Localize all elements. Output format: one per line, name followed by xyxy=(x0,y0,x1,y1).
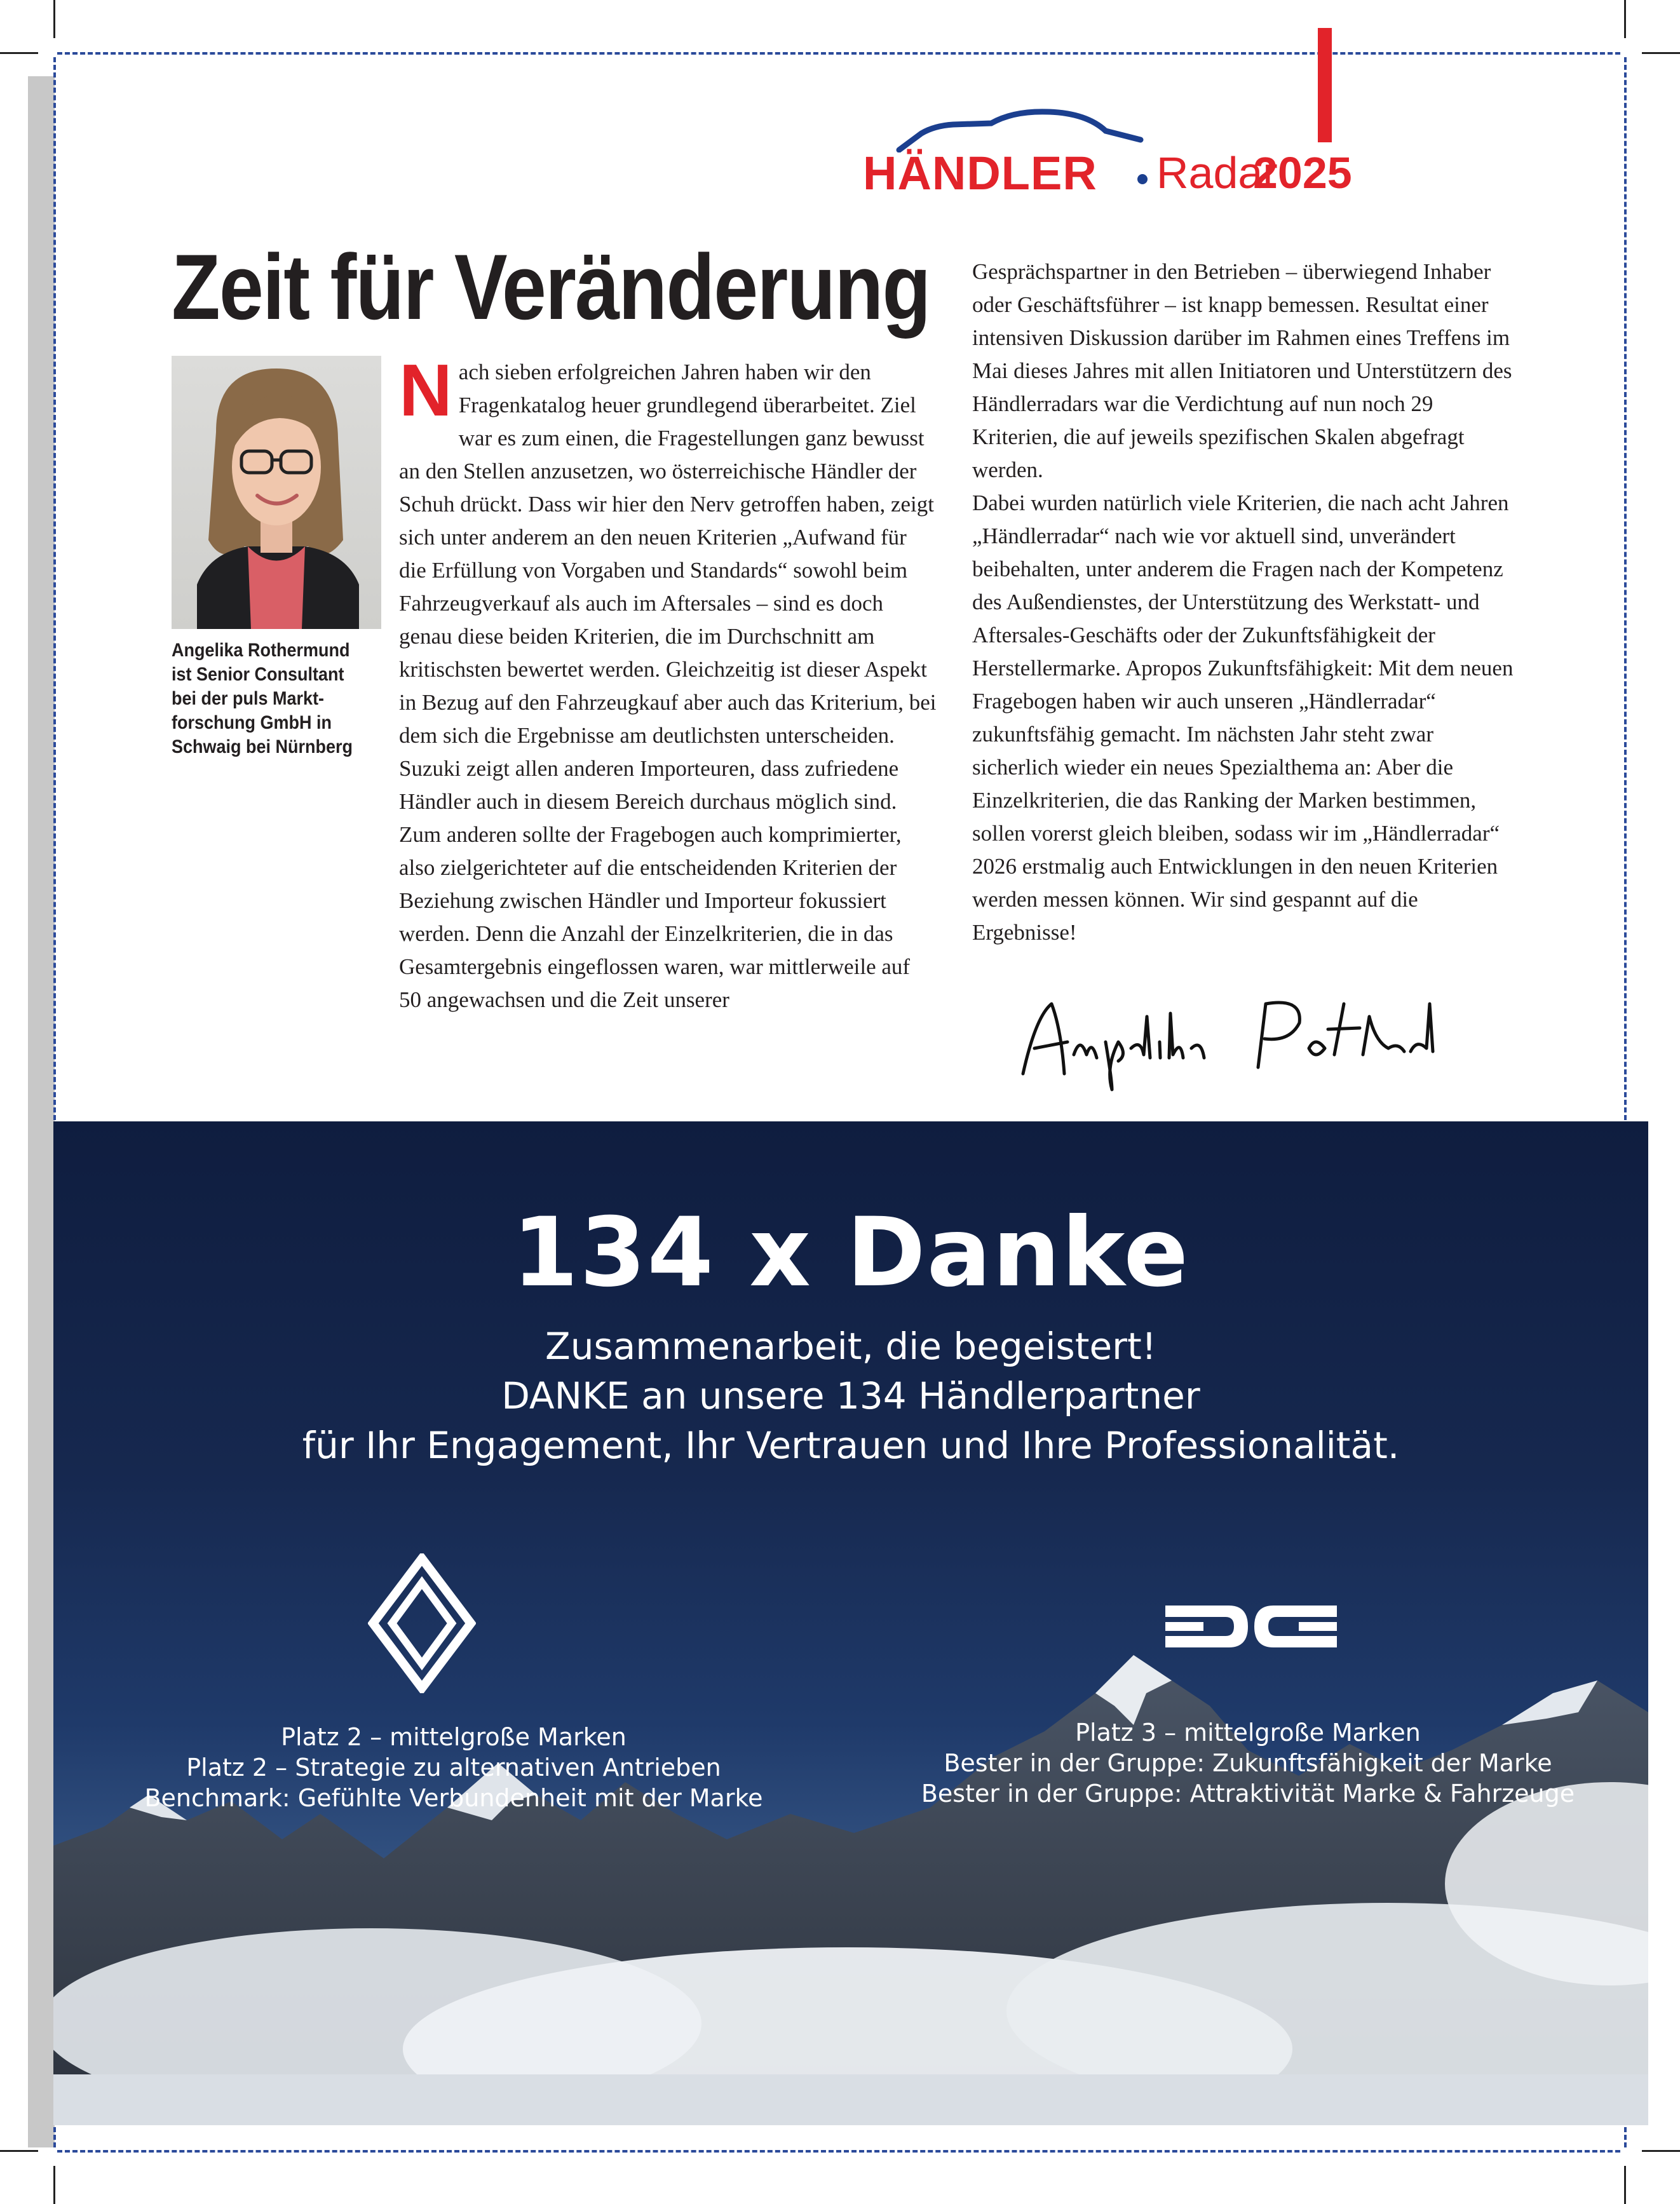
crop-mark xyxy=(1624,0,1626,38)
author-caption xyxy=(172,639,360,759)
article-paragraph xyxy=(399,349,937,818)
article-paragraph: Gesprächspartner in den Betrieben – überwiegend Inhaber oder Geschäftsführer – ist knapp bemessen. Resultat einer intensiven Diskussion darüber im Rahmen eines Treffens im Mai dieses Jahres mit allen Initiatoren und Unterstützern des Händlerradars war die Verdichtung auf nun noch 29 Kriterien, die auf jeweils spezifischen Skalen abgefragt werden. xyxy=(972,259,1512,482)
thanks-banner xyxy=(53,1121,1648,2125)
article-headline: Zeit für Veränderung xyxy=(172,235,930,339)
drop-cap: N xyxy=(399,349,452,431)
renault-diamond-icon xyxy=(368,1553,476,1693)
crop-mark xyxy=(0,2150,38,2152)
caption-line: Angelika Rothermund xyxy=(172,640,350,661)
dacia-award-line: Platz 3 – mittelgroße Marken xyxy=(1075,1719,1421,1747)
logo-suffix: Radar xyxy=(1156,148,1278,198)
renault-award-line: Platz 2 – Strategie zu alternativen Antrieben xyxy=(186,1754,721,1781)
logo-brand: HÄNDLER xyxy=(863,147,1097,199)
caption-line: forschung GmbH in xyxy=(172,712,332,733)
article-column-2 xyxy=(972,255,1515,949)
dacia-award-line: Bester in der Gruppe: Zukunftsfähigkeit der Marke xyxy=(944,1749,1552,1777)
bleed-strip xyxy=(28,76,55,2147)
paragraph-text: ach sieben erfolgreichen Jahren haben wir den Fragenkatalog heuer grundlegend überarbeitet. Ziel war es zum einen, die Fragestellungen ganz bewusst an den Stellen anzusetzen, wo österreichische Händler der Schuh drückt. Dass wir hier den Nerv getroffen haben, zeigt sich unter anderem an den neuen Kriterien „Aufwand für die Erfüllung von Vorgaben und Standards“ sowohl beim Fahrzeugverkauf als auch im Aftersales – sind es doch genau diese beiden Kriterien, die im Durchschnitt am kritischsten bewertet werden. Gleichzeitig ist dieser Aspekt in Bezug auf den Fahrzeugkauf aber auch das Kriterium, bei dem sich die Ergebnisse am deutlichsten unterscheiden. Suzuki zeigt allen anderen Importeuren, dass zufriedene Händler auch in diesem Bereich durchaus möglich sind. xyxy=(399,360,937,814)
article-paragraph: Zum anderen sollte der Fragebogen auch komprimierter, also zielgerichteter auf die entscheidenden Kriterien der Beziehung zwischen Händler und Importeur fokussiert werden. Denn die Anzahl der Einzelkriterien, die in das Gesamtergebnis eingeflossen waren, war mittlerweile auf 50 angewachsen und die Zeit unserer xyxy=(399,822,911,1012)
caption-line: ist Senior Consultant xyxy=(172,664,344,685)
haendler-radar-logo xyxy=(858,108,1353,197)
logo-year: 2025 xyxy=(1253,148,1352,198)
banner-title: 134 x Danke xyxy=(511,1198,1190,1308)
dacia-link-icon xyxy=(1165,1598,1337,1655)
author-portrait xyxy=(172,356,381,629)
crop-mark xyxy=(1642,2150,1680,2152)
crop-mark xyxy=(1624,2166,1626,2204)
crop-mark xyxy=(0,52,38,54)
banner-subtitle: DANKE an unsere 134 Händlerpartner xyxy=(501,1374,1200,1417)
caption-line: bei der puls Markt- xyxy=(172,688,325,709)
crop-mark xyxy=(53,0,55,38)
article-paragraph: Dabei wurden natürlich viele Kriterien, die nach acht Jahren „Händlerradar“ nach wie vor aktuell sind, unverändert beibehalten, unter anderem die Fragen nach der Kompetenz des Außendienstes, der Unterstützung des Werkstatt- und Aftersales-Geschäfts oder der Zukunftsfähigkeit der Herstellermarke. Apropos Zukunftsfähigkeit: Mit dem neuen Fragebogen haben wir auch unseren „Händlerradar“ zukunftsfähig gemacht. Im nächsten Jahr steht zwar sicherlich wieder ein neues Spezialthema an: Aber die Einzelkriterien, die das Ranking der Marken bestimmen, sollen vorerst gleich bleiben, sodass wir im „Händlerradar“ 2026 erstmalig auch Entwicklungen in den neuen Kriterien werden messen können. Wir sind gespannt auf die Ergebnisse! xyxy=(972,490,1514,945)
bleed-line-top xyxy=(57,52,1620,55)
author-signature xyxy=(1017,978,1474,1093)
renault-award-line: Platz 2 – mittelgroße Marken xyxy=(281,1723,627,1751)
banner-subtitle: Zusammenarbeit, die begeistert! xyxy=(545,1325,1156,1368)
article-column-1 xyxy=(399,349,937,1017)
banner-subtitle: für Ihr Engagement, Ihr Vertrauen und Ihre Professionalität. xyxy=(302,1424,1400,1467)
renault-award-line: Benchmark: Gefühlte Verbundenheit mit der Marke xyxy=(144,1784,763,1812)
crop-mark xyxy=(1642,52,1680,54)
caption-line: Schwaig bei Nürnberg xyxy=(172,736,353,757)
logo-dot xyxy=(1137,174,1148,184)
dacia-award-line: Bester in der Gruppe: Attraktivität Marke & Fahrzeuge xyxy=(921,1780,1575,1808)
crop-mark xyxy=(53,2166,55,2204)
bleed-line-bottom xyxy=(57,2150,1620,2153)
